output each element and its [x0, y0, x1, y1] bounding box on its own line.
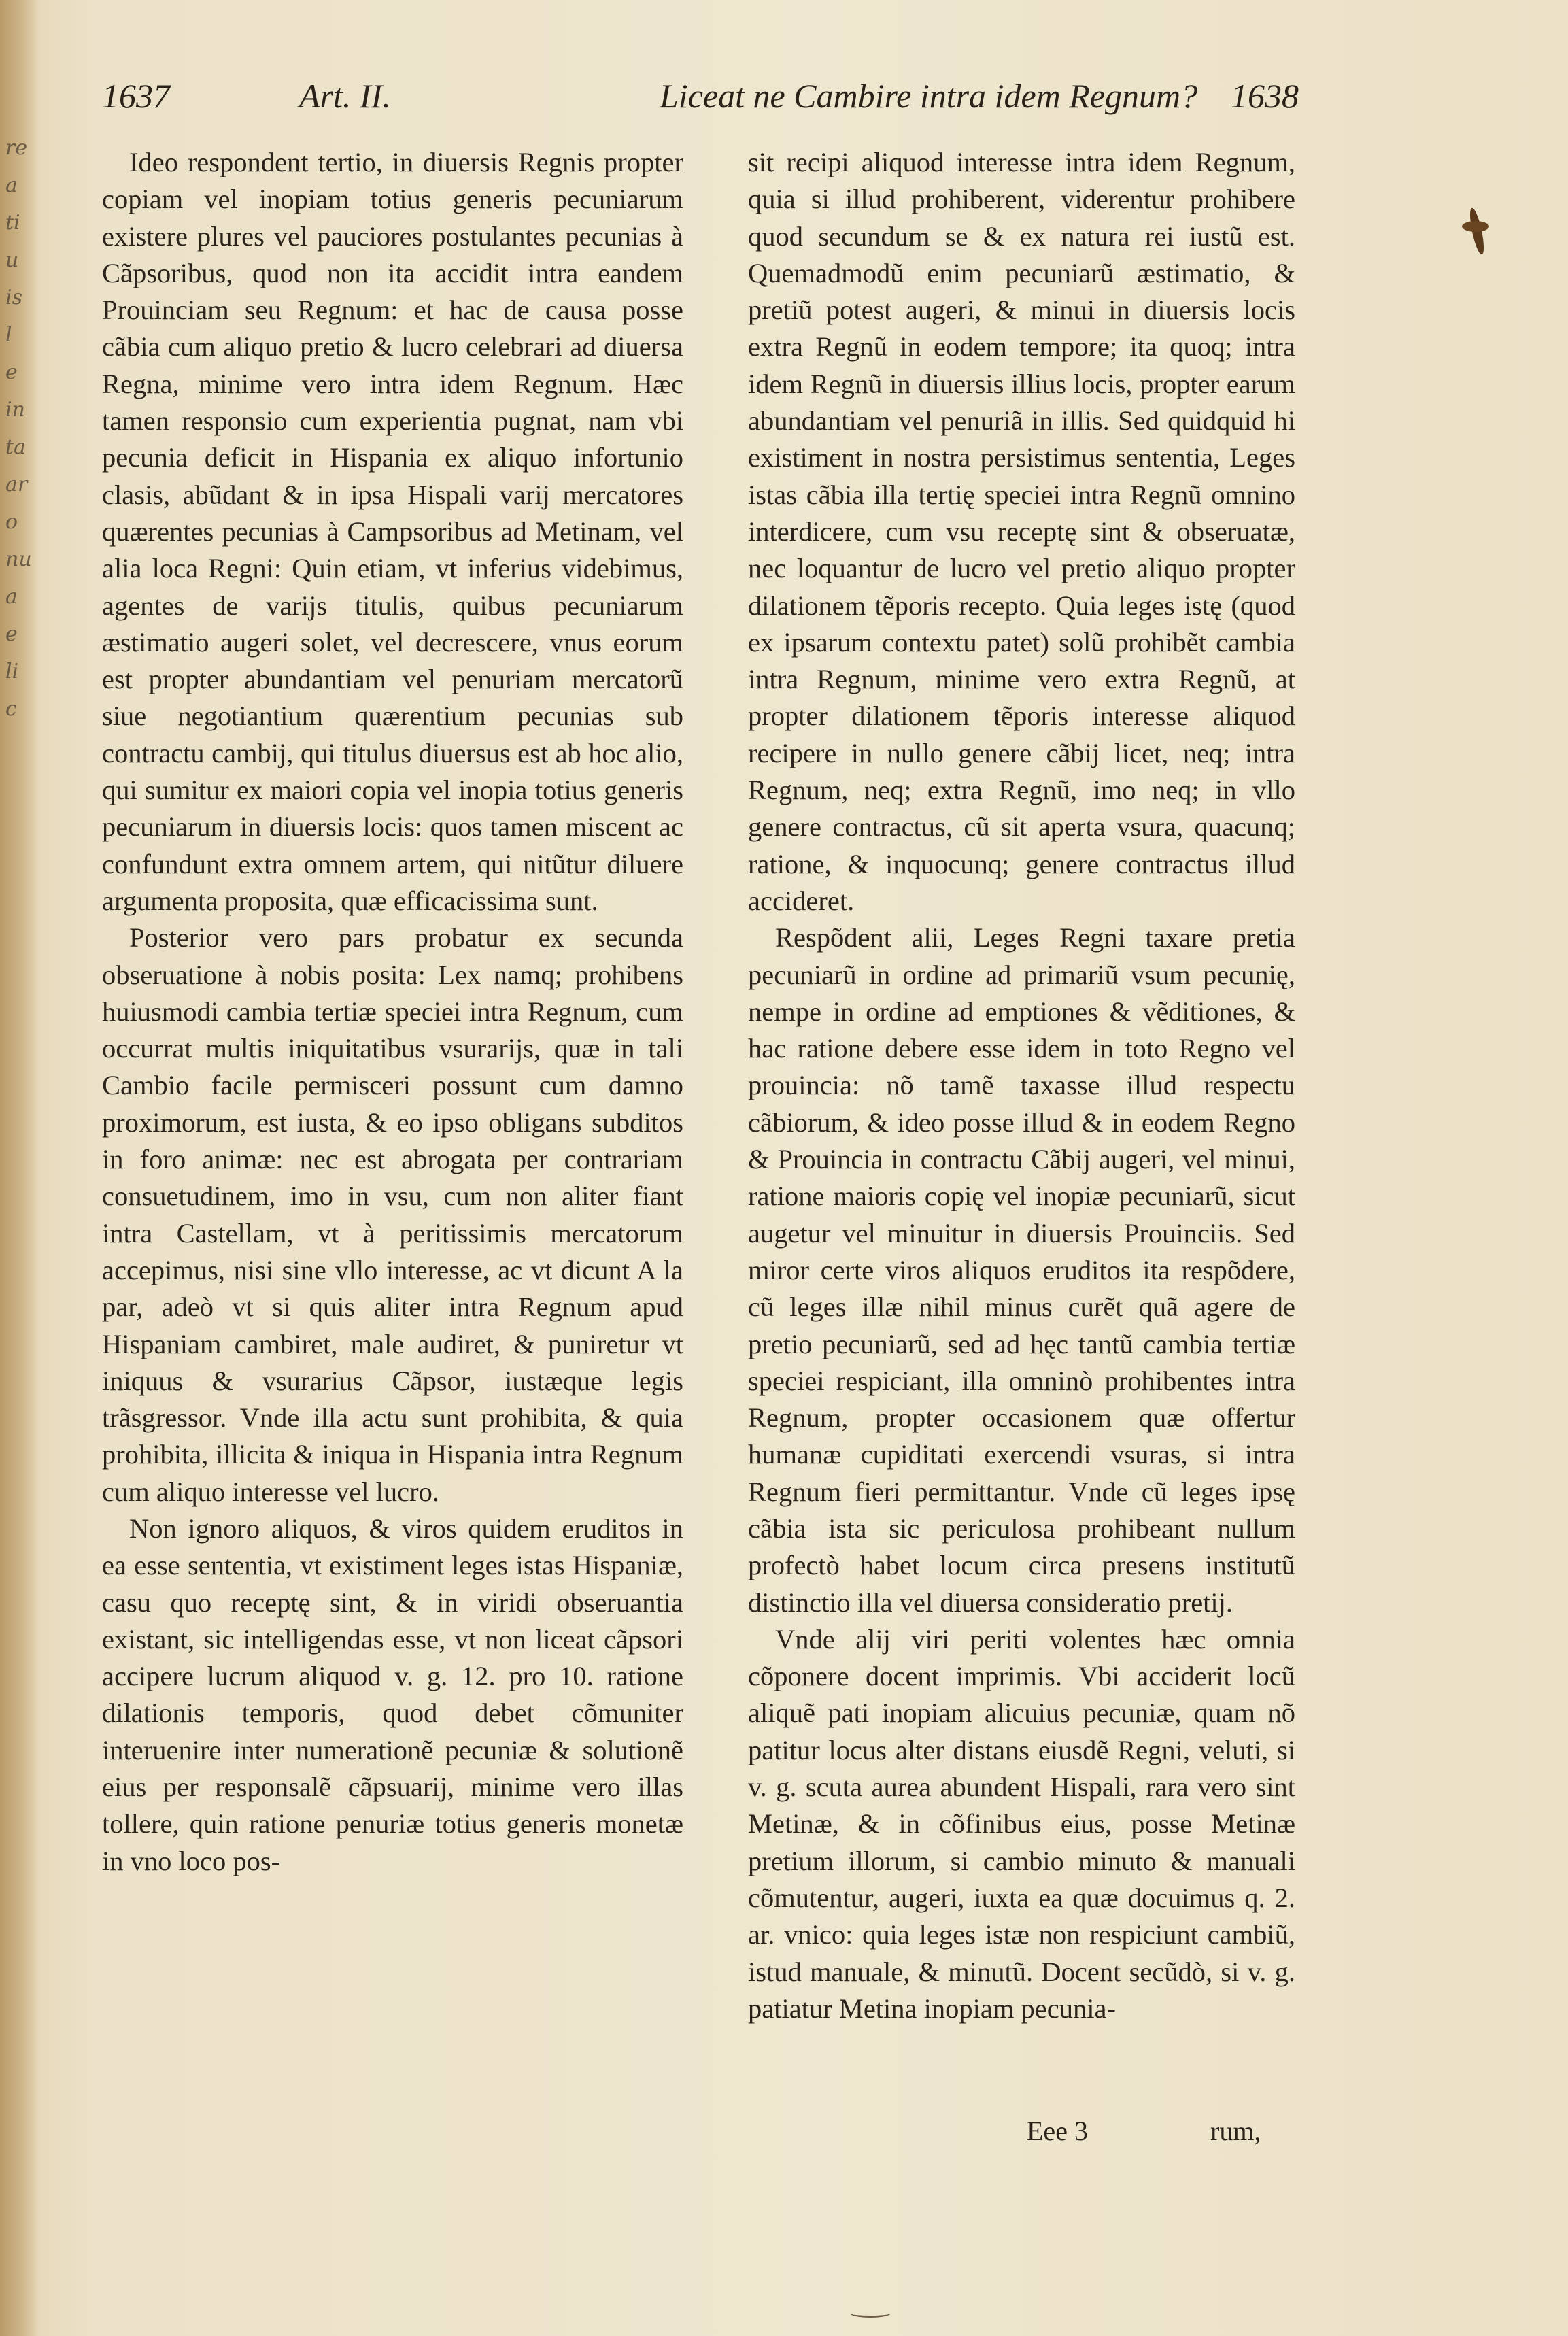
paragraph: Ideo respondent tertio, in diuersis Regnis propter copiam vel inopiam totius generis pecuniarum existere plures vel pauciores postulantes pecunias à Cãpsoribus, quod non ita accidit intra eandem Prouinciam seu Regnum: et hac de causa posse cãbia cum aliquo pretio & lucro celebrari ad diuersa Regna, minime vero intra idem Regnum. Hæc tamen responsio cum experientia pugnat, nam vbi pecunia deficit in Hispania ex aliquo infortunio clasis, abũdant & in ipsa Hispali varij mercatores quærentes pecunias à Campsoribus ad Metinam, vel alia loca Regni: Quin etiam, vt inferius videbimus, agentes de varijs titulis, quibus pecuniarum æstimatio augeri solet, vel decrescere, vnus eorum est propter abundantiam vel penuriam mercatorũ siue negotiantium quærentium pecunias sub contractu cambij, qui titulus diuersus est ab hoc alio, qui sumitur ex maiori copia vel inopia totius generis pecuniarum in diuersis locis: quos tamen miscent ac confundunt extra omnem artem, qui nitũtur diluere argumenta proposita, quæ efficacissima sunt.: [102, 147, 683, 916]
binding-fragment: l: [5, 323, 12, 347]
page-number-right: 1638: [1231, 77, 1299, 115]
running-title: Liceat ne Cambire intra idem Regnum?: [660, 77, 1198, 115]
binding-fragment: o: [5, 510, 18, 534]
ink-stain: [1462, 221, 1489, 232]
left-column: [102, 144, 683, 1880]
paragraph: Posterior vero pars probatur ex secunda obseruatione à nobis posita: Lex namq; prohibens huiusmodi cambia tertiæ speciei intra Regnum, cum occurrat multis iniquitatibus vsurarijs, quæ in tali Cambio facile permisceri possunt cum damno proximorum, est iusta, & eo ipso obligans subditos in foro animæ: nec est abrogata per contrariam consuetudinem, imo in vsu, cum non aliter fiant intra Castellam, vt à peritissimis mercatorum accepimus, nisi sine vllo interesse, ac vt dicunt A la par, adeò vt si quis aliter intra Regnum apud Hispaniam cambiret, male audiret, & puniretur vt iniquus & vsurarius Cãpsor, iustæque legis trãsgressor. Vnde illa actu sunt prohibita, & quia prohibita, illicita & iniqua in Hispania intra Regnum cum aliquo interesse vel lucro.: [102, 922, 683, 1507]
binding-fragment: e: [5, 360, 18, 384]
binding-fragment: li: [5, 660, 19, 683]
paragraph: Non ignoro aliquos, & viros quidem eruditos in ea esse sententia, vt existiment leges istas Hispaniæ, casu quo receptę sint, & in viridi obseruantia existant, sic intelligendas esse, vt non liceat cãpsori accipere lucrum aliquod v. g. 12. pro 10. ratione dilationis temporis, quod debet cõmuniter interuenire inter numerationẽ pecuniæ & solutionẽ eius per responsalẽ cãpsuarij, minime vero illas tollere, quin ratione penuriæ totius generis monetæ in vno loco pos-: [102, 1512, 683, 1876]
binding-fragment: a: [5, 585, 18, 609]
running-header: [102, 76, 1299, 124]
paragraph: Respõdent alii, Leges Regni taxare pretia pecuniarũ in ordine ad primariũ vsum pecunię, nempe in ordine ad emptiones & vẽditiones, & hac ratione debere esse idem in toto Regno vel prouincia: nõ tamẽ taxasse illud respectu cãbiorum, & ideo posse illud & in eodem Regno & Prouincia in contractu Cãbij augeri, vel minui, ratione maioris copię vel inopiæ pecuniarũ, sicut augetur vel minuitur in diuersis Prouinciis. Sed miror certe viros aliquos eruditos ita respõdere, cũ leges illæ nihil minus curẽt quã agere de pretio pecuniarũ, sed ad hęc tantũ cambia tertiæ speciei respiciant, illa omninò prohibentes intra Regnum, propter occasionem quæ offertur humanæ cupiditati exercendi vsuras, si intra Regnum fieri permittantur. Vnde cũ leges ipsę cãbia ista sic periculosa prohibeant nullum profectò habet locum circa presens institutũ distinctio illa vel diuersa consideratio pretij.: [748, 922, 1295, 1618]
binding-fragment: re: [5, 136, 28, 160]
paragraph: sit recipi aliquod interesse intra idem Regnum, quia si illud prohiberent, viderentur prohibere quod secundum se & ex natura rei iustũ est. Quemadmodũ enim pecuniarũ æstimatio, & pretiũ potest augeri, & minui in diuersis locis extra Regnũ in eodem tempore; ita quoq; intra idem Regnũ in diuersis illius locis, propter earum abundantiam vel penuriã in illis. Sed quidquid hi existiment in nostra persistimus sententia, Leges istas cãbia illa tertię speciei intra Regnũ omnino interdicere, cum vsu receptę sint & obseruatæ, nec loquantur de lucro vel pretio aliquo propter dilationem tẽporis recepto. Quia leges istę (quod ex ipsarum contextu patet) solũ prohibẽt cambia intra Regnum, minime vero extra Regnũ, at propter dilationem tẽporis interesse aliquod recipere in nullo genere cãbij licet, neq; intra Regnum, neq; extra Regnũ, imo neq; in vllo genere contractus, cũ sit aperta vsura, quacunq; ratione, & inquocunq; genere contractus illud accideret.: [748, 147, 1295, 916]
binding-fragment: c: [5, 697, 17, 721]
binding-fragment: a: [5, 173, 18, 197]
right-column: [748, 144, 1295, 2027]
page-number-left: 1637: [102, 77, 170, 115]
binding-fragment: ar: [5, 473, 28, 496]
binding-fragment: e: [5, 622, 18, 646]
article-label: Art. II.: [299, 77, 391, 115]
ink-mark: [850, 2309, 891, 2318]
binding-fragment: nu: [5, 547, 32, 571]
binding-fragment: ta: [5, 435, 26, 459]
paragraph: Vnde alij viri periti volentes hæc omnia cõponere docent imprimis. Vbi acciderit locũ aliquẽ pati inopiam alicuius pecuniæ, quam nõ patitur locus alter distans eiusdẽ Regni, veluti, si v. g. scuta aurea abundent Hispali, rara vero sint Metinæ, & in cõfinibus eius, posse Metinæ pretium illorum, si cambio minuto & manuali cõmutentur, augeri, iuxta ea quæ docuimus q. 2. ar. vnico: quia leges istæ non respiciunt cambiũ, istud manuale, & minutũ. Docent secũdò, si v. g. patiatur Metina inopiam pecunia-: [748, 1623, 1295, 2024]
binding-fragment: u: [5, 248, 19, 272]
binding-fragment: ti: [5, 211, 20, 235]
catchword: rum,: [1210, 2116, 1261, 2146]
signature-mark: Eee 3: [1027, 2116, 1088, 2146]
binding-fragment: in: [5, 398, 25, 422]
binding-fragment: is: [5, 286, 22, 309]
page-binding-edge: [0, 0, 39, 2336]
